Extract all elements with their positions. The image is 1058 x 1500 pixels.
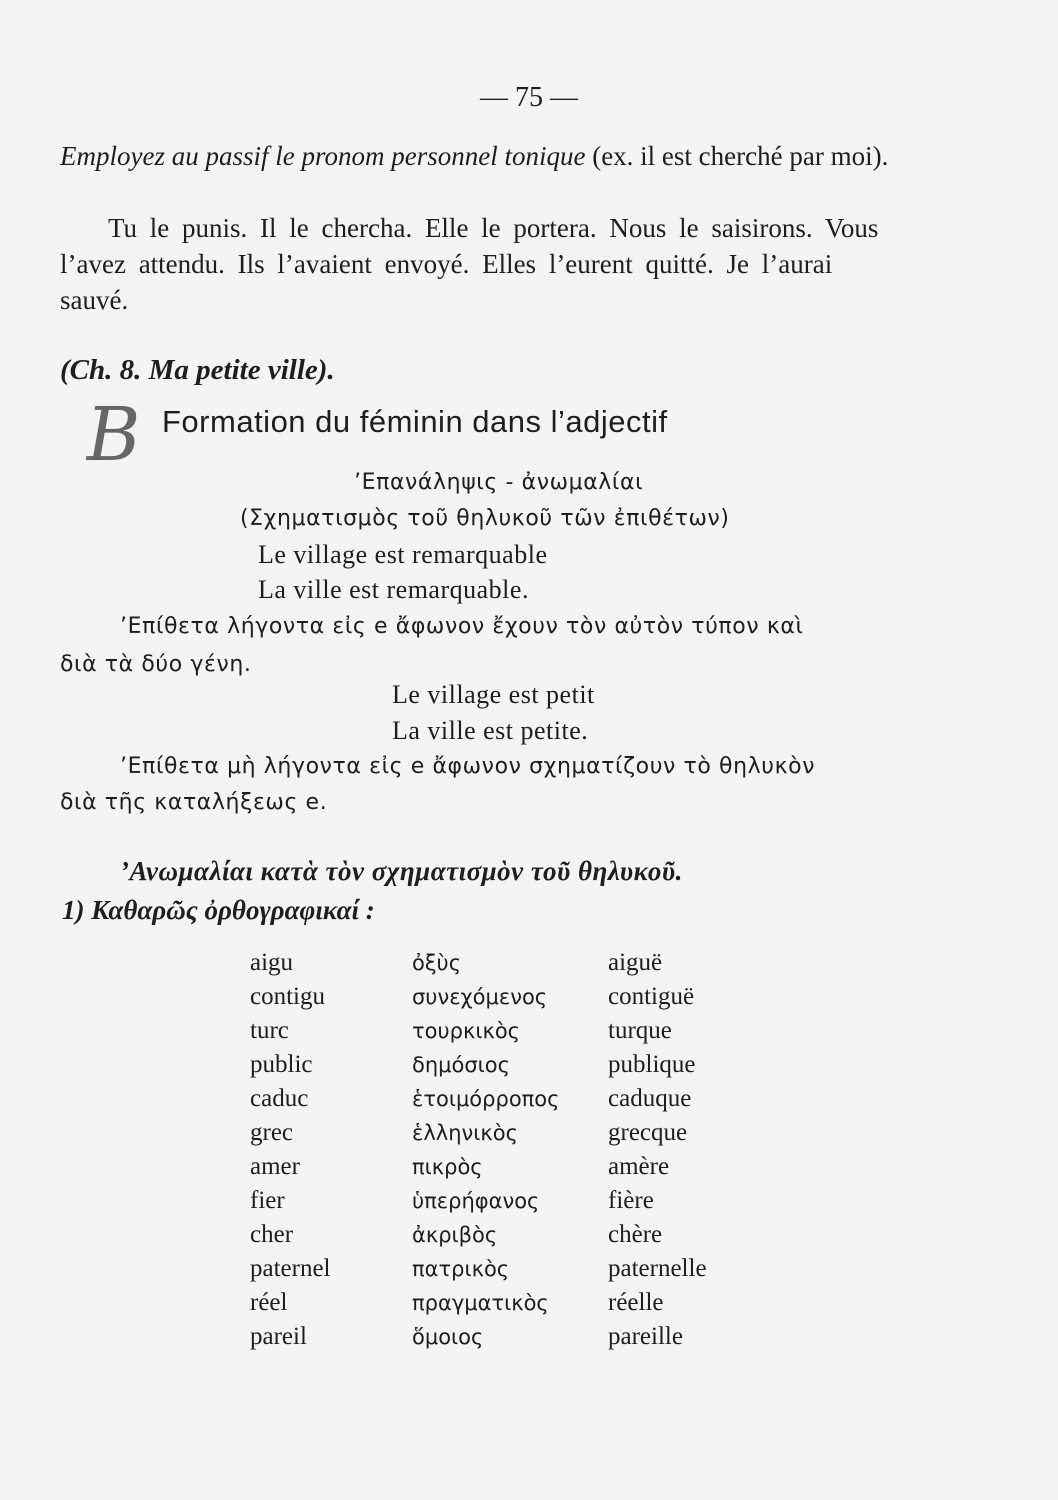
greek-subtitle-formation: (Σχηματισμὸς τοῦ θηλυκοῦ τῶν ἐπιθέτων)	[240, 506, 730, 531]
table-row	[250, 1218, 707, 1252]
greek-cell: ὅμοιος	[412, 1325, 484, 1349]
greek-cell: ἑτοιμόρροπος	[412, 1087, 560, 1111]
chapter-reference: (Ch. 8. Ma petite ville).	[60, 354, 335, 386]
masculine-cell: fier	[250, 1187, 285, 1214]
section-title: Formation du féminin dans l’adjectif	[162, 404, 668, 439]
table-row	[250, 1116, 707, 1150]
masculine-cell: contigu	[250, 983, 325, 1010]
feminine-cell: turque	[608, 1017, 672, 1044]
instruction-italic: Employez au passif le pronom personnel tonique	[60, 141, 586, 171]
handwritten-mark: B	[78, 392, 148, 478]
greek-cell: ὑπερήφανος	[412, 1189, 540, 1213]
greek-cell: συνεχόμενος	[412, 985, 548, 1009]
table-row	[250, 946, 707, 980]
feminine-cell: chère	[608, 1221, 663, 1248]
rule-line: διὰ τὰ δύο γένη.	[60, 652, 252, 677]
feminine-cell: pareille	[608, 1323, 683, 1350]
feminine-cell: aiguë	[608, 949, 663, 976]
rule-line: ’Επίθετα λήγοντα εἰς e ἄφωνον ἔχουν τὸν αὐτὸν τύπον καὶ	[120, 614, 804, 639]
rule-line: ’Επίθετα μὴ λήγοντα εἰς e ἄφωνον σχηματίζουν τὸ θηλυκὸν	[120, 754, 816, 779]
table-row	[250, 1082, 707, 1116]
table-row	[250, 1184, 707, 1218]
greek-subtitle-revision: ’Επανάληψις - ἀνωμαλίαι	[354, 470, 644, 495]
greek-cell: ἀκριβὸς	[412, 1223, 498, 1247]
exercise-sentences: Tu le punis. Il le chercha. Elle le portera. Nous le saisirons. Vous l’avez attendu. Ils l’avaient envoyé. Elles l’eurent quitté. Je l’aurai sauvé.	[60, 213, 879, 315]
feminine-cell: fière	[608, 1187, 654, 1214]
irregulars-heading: ’Ανωμαλίαι κατὰ τὸν σχηματισμὸν τοῦ θηλυκοῦ.	[120, 856, 683, 886]
masculine-cell: public	[250, 1051, 313, 1078]
example-line: Le village est petit	[392, 680, 595, 709]
greek-cell: ἑλληνικὸς	[412, 1121, 518, 1145]
example-line: La ville est petite.	[392, 716, 589, 745]
table-row	[250, 1252, 707, 1286]
greek-cell: πραγματικὸς	[412, 1291, 549, 1315]
feminine-cell: paternelle	[608, 1255, 707, 1282]
instruction-example: (ex. il est cherché par moi).	[585, 141, 889, 171]
page-number: — 75 —	[480, 82, 578, 113]
greek-cell: δημόσιος	[412, 1053, 510, 1077]
masculine-cell: turc	[250, 1017, 289, 1044]
masculine-cell: amer	[250, 1153, 300, 1180]
subsection-heading: 1) Καθαρῶς ὀρθογραφικαί :	[62, 895, 375, 925]
masculine-cell: aigu	[250, 949, 294, 976]
table-row	[250, 980, 707, 1014]
table-row	[250, 1320, 707, 1354]
masculine-cell: grec	[250, 1119, 294, 1146]
greek-cell: τουρκικὸς	[412, 1019, 521, 1043]
rule-line: διὰ τῆς καταλήξεως e.	[60, 790, 328, 815]
greek-cell: ὀξὺς	[412, 951, 462, 975]
exercise-instruction	[60, 138, 912, 174]
greek-cell: πατρικὸς	[412, 1257, 510, 1281]
feminine-cell: réelle	[608, 1289, 664, 1316]
table-row	[250, 1150, 707, 1184]
masculine-cell: cher	[250, 1221, 294, 1248]
feminine-cell: caduque	[608, 1085, 692, 1112]
feminine-cell: grecque	[608, 1119, 688, 1146]
masculine-cell: paternel	[250, 1255, 331, 1282]
feminine-cell: publique	[608, 1051, 696, 1078]
example-line: La ville est remarquable.	[258, 575, 529, 604]
adjective-table	[250, 946, 707, 1354]
table-row	[250, 1014, 707, 1048]
masculine-cell: réel	[250, 1289, 288, 1316]
masculine-cell: pareil	[250, 1323, 307, 1350]
greek-cell: πικρὸς	[412, 1155, 483, 1179]
table-row	[250, 1048, 707, 1082]
example-line: Le village est remarquable	[258, 540, 548, 569]
feminine-cell: amère	[608, 1153, 670, 1180]
feminine-cell: contiguë	[608, 983, 695, 1010]
table-row	[250, 1286, 707, 1320]
masculine-cell: caduc	[250, 1085, 309, 1112]
